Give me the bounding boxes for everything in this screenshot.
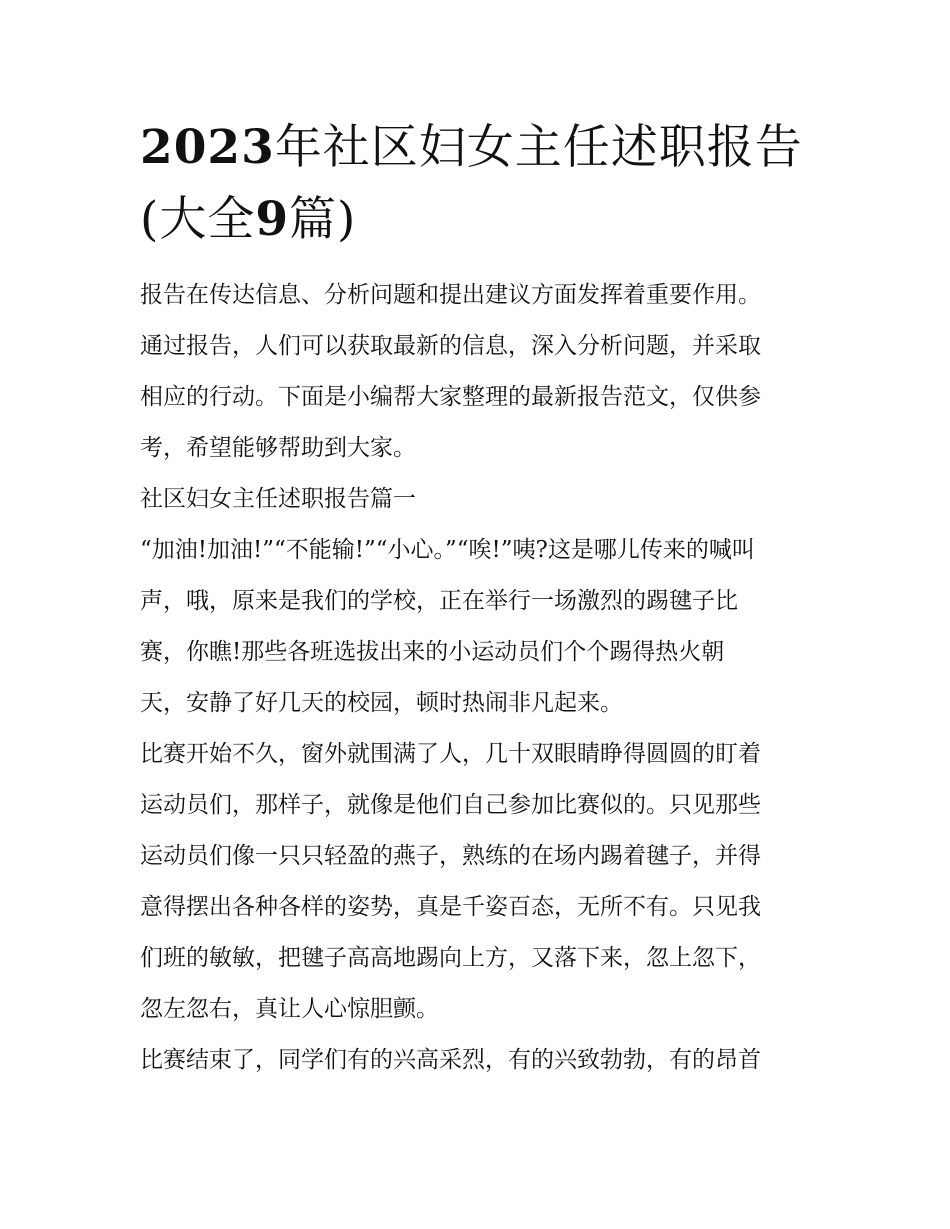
body-paragraph [140, 729, 820, 1035]
text-line: 运动员们，那样子，就像是他们自己参加比赛似的。只见那些 [140, 792, 761, 818]
text-line: 比赛开始不久，窗外就围满了人，几十双眼睛睁得圆圆的盯着 [140, 741, 761, 767]
text-line: 意得摆出各种各样的姿势，真是千姿百态，无所不有。只见我 [140, 894, 761, 920]
document-body [140, 270, 820, 1086]
text-line: 相应的行动。下面是小编帮大家整理的最新报告范文，仅供参 [140, 384, 761, 410]
body-paragraph [140, 1035, 820, 1086]
text-line: 声，哦，原来是我们的学校，正在举行一场激烈的踢毽子比 [140, 588, 738, 614]
text-line: 们班的敏敏，把毽子高高地踢向上方，又落下来，忽上忽下， [140, 945, 761, 971]
text-line: 通过报告，人们可以获取最新的信息，深入分析问题，并采取 [140, 333, 761, 359]
document-page [140, 112, 820, 1086]
text-line: “加油!加油!”“不能输!”“小心。”“唉!”咦?这是哪儿传来的喊叫 [140, 537, 755, 563]
text-line: 比赛结束了，同学们有的兴高采烈，有的兴致勃勃，有的昂首 [140, 1047, 761, 1073]
text-line: 赛，你瞧!那些各班选拔出来的小运动员们个个踢得热火朝 [140, 639, 725, 665]
text-line: 报告在传达信息、分析问题和提出建议方面发挥着重要作用。 [140, 282, 761, 308]
title-line-1: 2023年社区妇女主任述职报告 [140, 120, 803, 175]
text-line: 天，安静了好几天的校园，顿时热闹非凡起来。 [140, 690, 623, 716]
text-line: 忽左忽右，真让人心惊胆颤。 [140, 996, 439, 1022]
intro-paragraph [140, 270, 820, 474]
title-line-2: (大全9篇) [140, 192, 357, 247]
section-heading: 社区妇女主任述职报告篇一 [140, 486, 416, 512]
text-line: 运动员们像一只只轻盈的燕子，熟练的在场内踢着毽子，并得 [140, 843, 761, 869]
body-paragraph [140, 525, 820, 729]
document-title [140, 112, 820, 256]
text-line: 考，希望能够帮助到大家。 [140, 435, 416, 461]
